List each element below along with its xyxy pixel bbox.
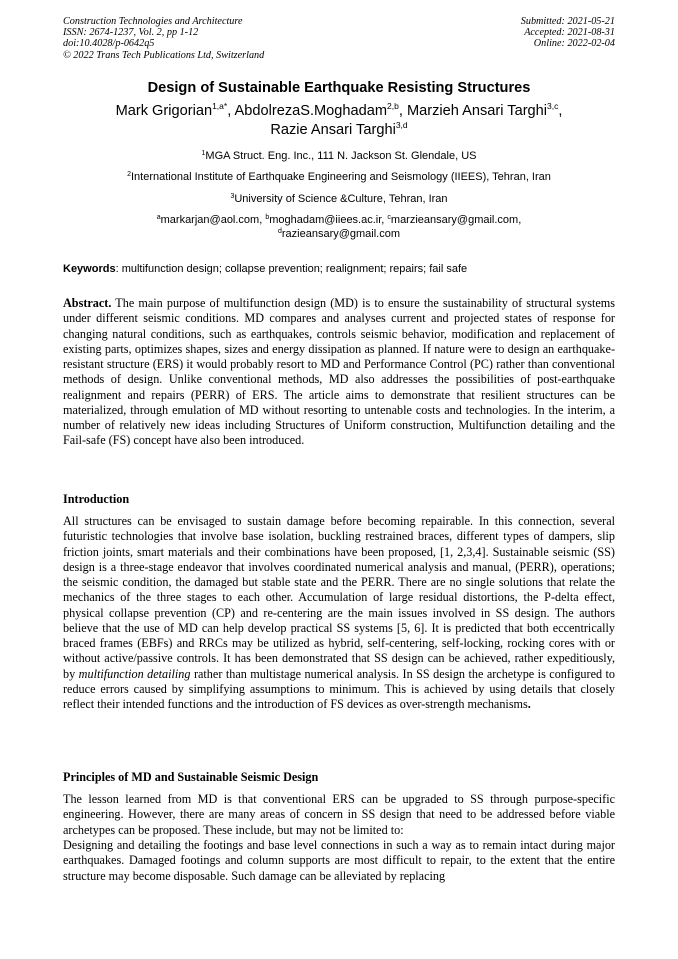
abstract-paragraph bbox=[63, 296, 615, 449]
author-superscript: 3,d bbox=[395, 120, 408, 130]
online-date: Online: 2022-02-04 bbox=[533, 38, 615, 50]
journal-doi[interactable]: doi:10.4028/p-0642q5 bbox=[63, 38, 155, 50]
affiliation-2: $^2$International Institute of Earthquake Engineering and Seismology (IIEES), Tehran, Iran bbox=[127, 171, 551, 183]
author-name: AbdolrezaS.Moghadam bbox=[234, 103, 388, 119]
email-link[interactable]: razieansary@gmail.com bbox=[281, 227, 401, 240]
author-list: Mark Grigorian$^{1,a*}$, AbdolrezaS.Moghadam$^{2,b}$, Marzieh Ansari Targhi$^{3,c}$, Razie Ansari Targhi$^{3,d}$ bbox=[115, 101, 563, 138]
publication-dates bbox=[521, 16, 615, 50]
paper-title: Design of Sustainable Earthquake Resisting Structures bbox=[147, 80, 531, 96]
abstract-label: Abstract. bbox=[63, 296, 112, 310]
keywords-label: Keywords bbox=[63, 263, 116, 275]
accepted-date: Accepted: 2021-08-31 bbox=[524, 27, 615, 39]
author-name: Marzieh Ansari Targhi bbox=[406, 103, 548, 119]
email-link[interactable]: marzieansary@gmail.com, bbox=[390, 214, 522, 226]
author-superscript: 1,a* bbox=[212, 101, 228, 111]
keywords-text: : multifunction design; collapse prevention; realignment; repairs; fail safe bbox=[115, 263, 468, 275]
affiliation-1: $^1$MGA Struct. Eng. Inc., 111 N. Jackson St. Glendale, US bbox=[201, 150, 477, 162]
email-link[interactable]: moghadam@iiees.ac.ir, bbox=[269, 214, 388, 226]
submitted-date: Submitted: 2021-05-21 bbox=[520, 16, 615, 27]
journal-issn: ISSN: 2674-1237, Vol. 2, pp 1-12 bbox=[63, 27, 199, 39]
email-link[interactable]: markarjan@aol.com, bbox=[160, 214, 266, 226]
author-superscript: 3,c bbox=[547, 101, 559, 111]
principles-paragraph-1: The lesson learned from MD is that conventional ERS can be upgraded to SS through purpose-specific engineering. However, there are many areas of concern in SS design that need to be addressed before viable archetypes can be proposed. These include, but may not be limited to: bbox=[63, 792, 615, 837]
journal-copyright: © 2022 Trans Tech Publications Ltd, Switzerland bbox=[63, 49, 265, 61]
author-emails: $^a$markarjan@aol.com, $^b$moghadam@iiees.ac.ir, $^c$marzieansary@gmail.com, $^d$razieansary@gmail.com bbox=[156, 214, 522, 240]
introduction-paragraph: All structures can be envisaged to sustain damage before becoming repairable. In this connection, several futuristic technologies that involve base isolation, buckling restrained braces, different types of dampers, slip friction joints, smart materials and their combinations have been proposed, [1, 2,3,4]. Sustainable seismic (SS) design is a three-stage endeavor that involves coordinated numerical analysis and manual, (PERR), operations; the seismic condition, the damaged but stable state and the PERR. There are no single solutions that relate the mechanics of the three stages to each other. Accumulation of large residual distortions, the P-delta effect, physical collapse prevention (CP) and re-centering are the main issues involved in SS design. The authors believe that the use of MD can help develop practical SS systems [5, 6]. It is predicted that both eccentrically braced frames (EBFs) and RRCs may be utilized as hybrid, self-centering, self-locking, rocking cores with or without active/passive controls. It has been demonstrated that SS design can be achieved, rather expeditiously, by multifunction detailing rather than multistage numerical analysis. In SS design the archetype is configured to reduce errors caused by simplifying assumptions to minimum. This is achieved by using details that closely reflect their intended functions and the introduction of FS devices as over-strength mechanisms. bbox=[63, 514, 616, 711]
author-name: Mark Grigorian bbox=[115, 103, 213, 119]
abstract-text: The main purpose of multifunction design (MD) is to ensure the sustainability of structural systems under different seismic conditions. MD compares and analyses current and projected states of response for changing natural conditions, such as earthquakes, controls seismic behavior, modification and replacement of existing parts, optimizes shapes, sizes and energy dissipation as planned. If nature were to design an earthquake-resistant structure (ERS) it would probably resort to MD and Performance Control (PC) rather than conventional methods of design. Unlike conventional methods, MD also addresses the possibilities of post-earthquake realignment and repairs (PERR) of ERS. The article aims to demonstrate that resilient structures can be materialized, through emulation of MD without resorting to untenable costs and technologies. In the interim, a number of relatively new ideas including Structures of Uniform construction, Multifunction detailing and the Fail-safe (FS) concept have also been introduced. bbox=[63, 296, 615, 448]
author-name: Razie Ansari Targhi bbox=[270, 122, 396, 138]
journal-info bbox=[63, 16, 264, 61]
affiliation-3: $^3$University of Science &Culture, Tehran, Iran bbox=[230, 193, 448, 205]
italic-term: multifunction detailing bbox=[78, 666, 191, 681]
keywords-line bbox=[63, 263, 615, 275]
section-heading-introduction: Introduction bbox=[63, 492, 130, 506]
author-superscript: 2,b bbox=[387, 101, 399, 111]
journal-name: Construction Technologies and Architecture bbox=[63, 16, 243, 27]
section-heading-principles: Principles of MD and Sustainable Seismic Design bbox=[63, 770, 319, 784]
principles-paragraph-2: Designing and detailing the footings and base level connections in such a way as to remain intact during major earthquakes. Damaged footings and column supports are most difficult to repair, to the extent that the entire structure may become disposable. Such damage can be alleviated by replacing bbox=[63, 838, 615, 883]
